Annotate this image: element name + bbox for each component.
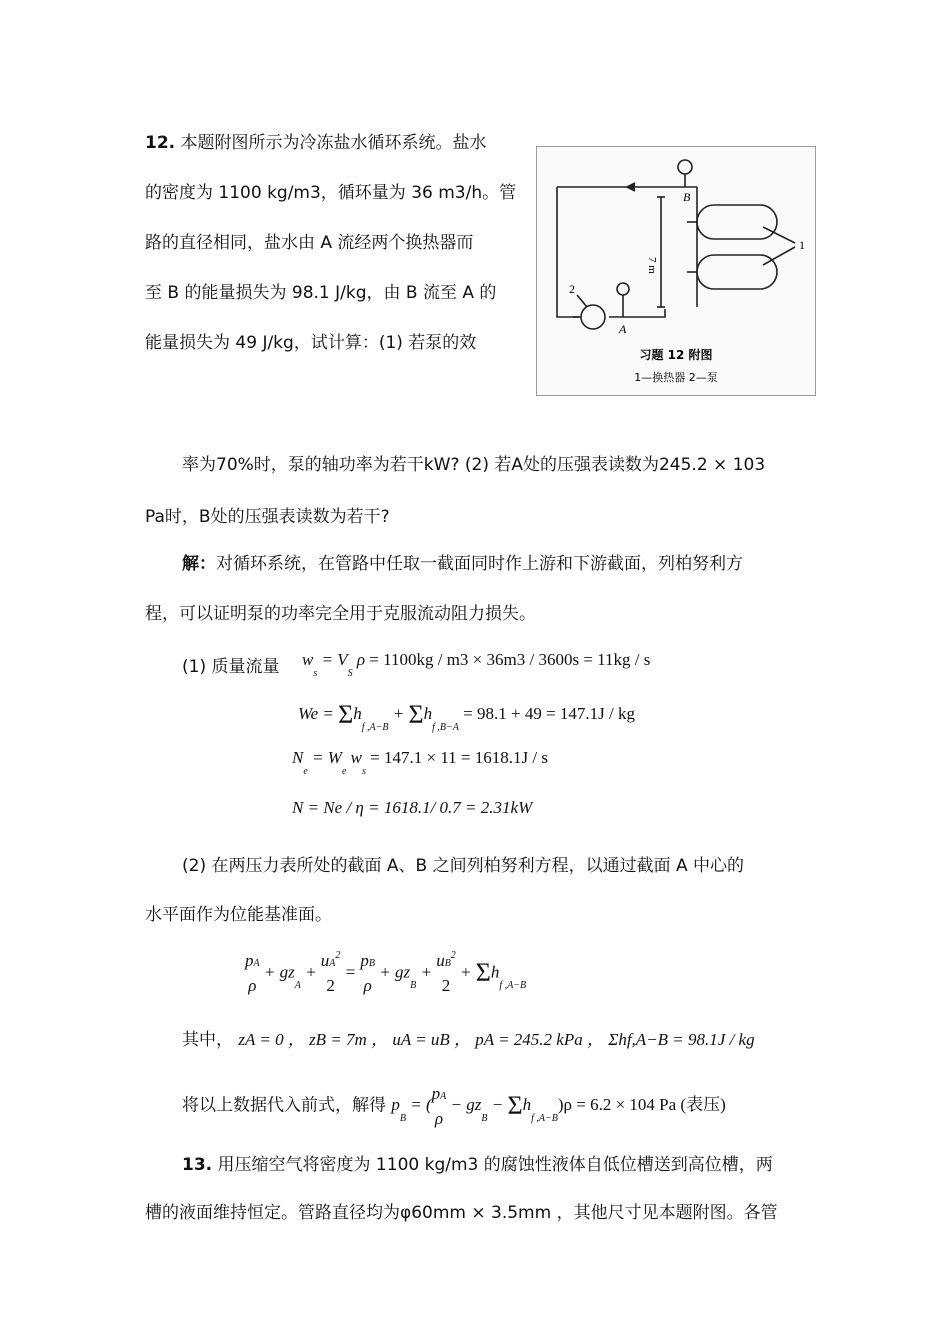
step2-line1: (2) 在两压力表所处的截面 A、B 之间列柏努利方程，以通过截面 A 中心的 (182, 856, 745, 876)
eq2-rhs: = 98.1 + 49 = 147.1J / kg (463, 704, 635, 723)
result-line: 将以上数据代入前式，解得 $p_B = (pA$ $\rho - gz_B - \Sigma h_{f ,A-B})\rho = 6.2 \times 104$ Pa (表压) (182, 1084, 726, 1128)
label-a: A (619, 322, 627, 336)
where-values: zA = 0 ， zB = 7m ， uA = uB ， pA = 245.2 kPa ， Σhf,A−B = 98.1J / kg (238, 1030, 755, 1049)
p12-line4: 至 B 的能量损失为 98.1 J/kg，由 B 流至 A 的 (145, 283, 497, 303)
p12-cont2: Pa时，B处的压强表读数为若干? (145, 507, 390, 527)
p12-cont1: 率为70%时，泵的轴功率为若干kW? (2) 若A处的压强表读数为245.2 × 103 (182, 455, 766, 475)
p12-line3: 路的直径相同，盐水由 A 流经两个换热器而 (145, 233, 474, 253)
bernoulli-equation: pA $\rho + gz_A + uA^2$ 2 = pB $\rho + gz_B + uB^2$ $2 + \Sigma h_{f ,A-B}$ (245, 950, 527, 995)
p12-number: 12. (145, 133, 176, 153)
p13-number: 13. (182, 1155, 213, 1175)
eq1-rhs: = 1100kg / m3 × 36m3 / 3600s = 11kg / s (369, 650, 651, 669)
result-label: 将以上数据代入前式，解得 (182, 1095, 386, 1116)
eq2: $We = \Sigma h_{f ,A-B} + \Sigma h_{f ,B-A} = 98.1 + 49 = 147.1J$ / kg (298, 700, 635, 733)
label-b: B (683, 190, 691, 204)
where-line (182, 1025, 755, 1050)
eq4: N = Ne / η = 1618.1/ 0.7 = 2.31kW (292, 798, 533, 817)
where-label: 其中， (182, 1030, 233, 1050)
circulation-diagram (537, 147, 815, 395)
eq3-rhs: = 147.1 × 11 = 1618.1J / s (370, 748, 548, 767)
p13-line2: 槽的液面维持恒定。管路直径均为φ60mm × 3.5mm ，其他尺寸见本题附图。各管 (145, 1203, 778, 1223)
label-2: 2 (569, 282, 575, 296)
p12-line1-text: 本题附图所示为冷冻盐水循环系统。盐水 (180, 133, 487, 153)
label-1: 1 (799, 238, 805, 252)
p13-line1 (182, 1150, 773, 1175)
figure-legend: 1—换热器 2—泵 (634, 371, 718, 384)
solution-intro-1 (182, 549, 743, 574)
solution-intro-2: 程，可以证明泵的功率完全用于克服流动阻力损失。 (145, 604, 536, 624)
figure-caption: 习题 12 附图 (639, 348, 713, 362)
p12-line5: 能量损失为 49 J/kg，试计算：(1) 若泵的效 (145, 333, 477, 353)
step1-label: (1) 质量流量 (182, 657, 280, 677)
p13-line1-text: 用压缩空气将密度为 1100 kg/m3 的腐蚀性液体自低位槽送到高位槽，两 (217, 1155, 773, 1175)
label-height: 7 m (646, 257, 658, 274)
result-tail: )ρ = 6.2 × 104 Pa (表压) (557, 1095, 726, 1115)
solution-heading: 解： (182, 554, 216, 574)
p12-line1 (145, 128, 487, 153)
p12-line2: 的密度为 1100 kg/m3，循环量为 36 m3/h。管 (145, 183, 517, 203)
eq1: $w_s = V_S$ ρ = 1100kg / m3 × 36m3 / 3600s = 11kg / s (302, 650, 651, 679)
solution-intro-1-text: 对循环系统，在管路中任取一截面同时作上游和下游截面，列柏努利方 (216, 554, 743, 574)
figure-12 (536, 146, 816, 396)
eq3: $N_e = W_e$ $w_s = 147.1 \times 11 = 1618.1J / s$ (292, 748, 548, 777)
step2-line2: 水平面作为位能基准面。 (145, 905, 332, 925)
